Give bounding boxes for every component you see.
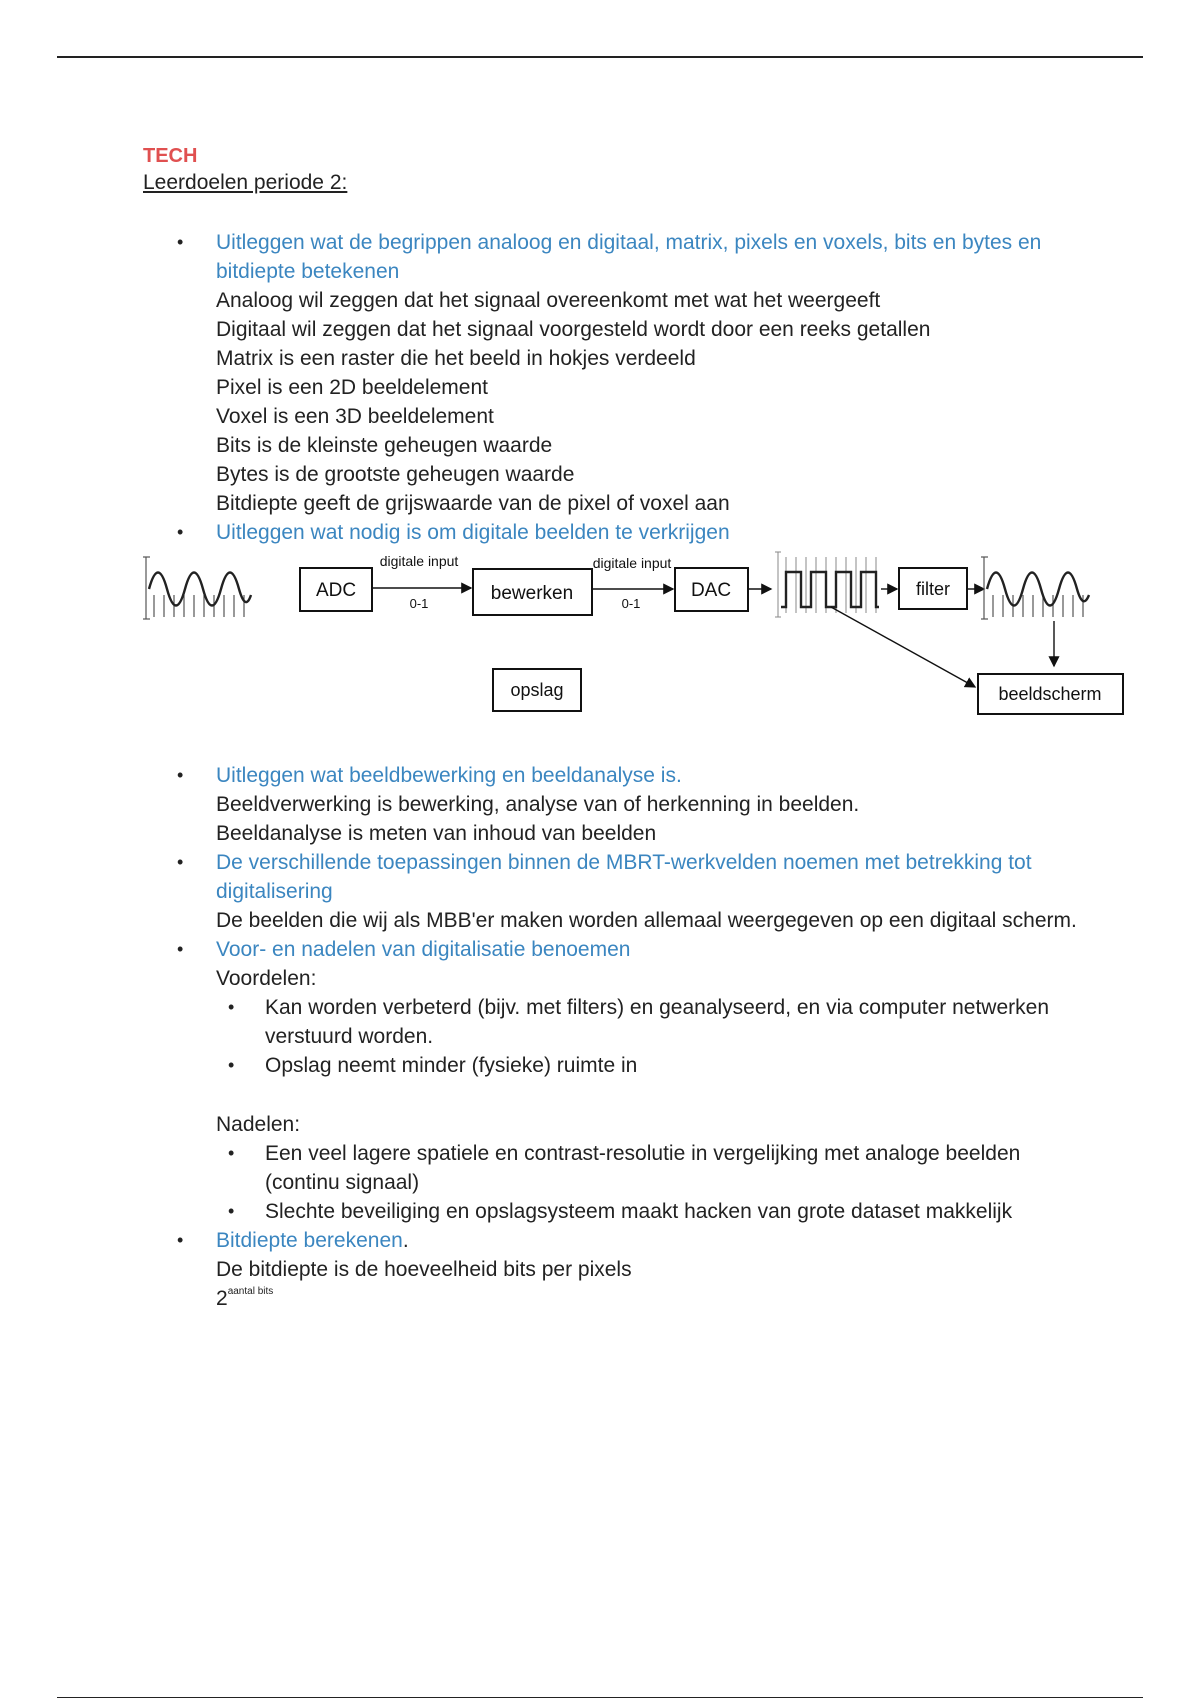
definition-line: Matrix is een raster die het beeld in hokjes verdeeld: [216, 347, 696, 370]
heading-suffix: .: [402, 1229, 409, 1252]
section-beeldbewerking: [143, 761, 1083, 848]
section-heading: De verschillende toepassingen binnen de MBRT-werkvelden noemen met betrekking tot digitalisering: [216, 851, 1032, 903]
voordeel-item: [216, 993, 1083, 1051]
page-subtitle: Leerdoelen periode 2:: [143, 171, 348, 194]
range-label: 0-1: [409, 596, 429, 611]
definition-line: Beeldverwerking is bewerking, analyse van of herkenning in beelden.: [216, 793, 860, 816]
section-digitale-beelden: [143, 518, 1083, 547]
bullet: •: [228, 997, 235, 1017]
bullet: •: [228, 1055, 235, 1075]
definition-line: Digitaal wil zeggen dat het signaal voorgesteld wordt door een reeks getallen: [216, 318, 931, 341]
definition-line: De bitdiepte is de hoeveelheid bits per pixels: [216, 1258, 632, 1281]
filter-label: filter: [915, 579, 951, 599]
section-heading: Uitleggen wat beeldbewerking en beeldanalyse is.: [216, 764, 682, 787]
definition-line: Pixel is een 2D beeldelement: [216, 376, 488, 399]
bullet: •: [177, 1230, 184, 1250]
digital-input-label: digitale input: [592, 555, 672, 571]
voordeel-text: Kan worden verbeterd (bijv. met filters) en geanalyseerd, en via computer netwerken verstuurd worden.: [265, 996, 1050, 1048]
signal-chain-diagram: [141, 547, 1141, 737]
dac-label: DAC: [690, 580, 732, 601]
bullet: •: [177, 939, 184, 959]
section-voor-nadelen: [143, 935, 1083, 1226]
signal-chain-svg: [141, 547, 1141, 737]
definition-line: Bytes is de grootste geheugen waarde: [216, 463, 575, 486]
voordeel-item: [216, 1051, 1083, 1080]
nadelen-label: Nadelen:: [216, 1113, 301, 1136]
nadeel-text: Een veel lagere spatiele en contrast-resolutie in vergelijking met analoge beelden (continu signaal): [265, 1142, 1021, 1194]
section-heading-row: [216, 1226, 1083, 1255]
nadeel-text: Slechte beveiliging en opslagsysteem maakt hacken van grote dataset makkelijk: [265, 1200, 1013, 1223]
section-mbrt-werkvelden: [143, 848, 1083, 935]
definition-line: Bits is de kleinste geheugen waarde: [216, 434, 553, 457]
bullet: •: [177, 765, 184, 785]
definition-line: Beeldanalyse is meten van inhoud van beelden: [216, 822, 657, 845]
digital-input-label: digitale input: [379, 553, 459, 569]
voordeel-text: Opslag neemt minder (fysieke) ruimte in: [265, 1054, 638, 1077]
nadeel-item: [216, 1197, 1083, 1226]
bottom-rule: [57, 1697, 1143, 1698]
beeldscherm-label: beeldscherm: [998, 684, 1102, 704]
adc-label: ADC: [315, 580, 357, 601]
section-heading: Bitdiepte berekenen: [216, 1229, 403, 1252]
analog-input-wave-icon: [143, 557, 251, 619]
definition-line: Analoog wil zeggen dat het signaal overeenkomt met wat het weergeeft: [216, 289, 881, 312]
digital-square-wave-icon: [775, 552, 879, 617]
section-heading: Uitleggen wat de begrippen analoog en digitaal, matrix, pixels en voxels, bits en bytes en bitdiepte betekenen: [216, 231, 1042, 283]
section-bitdiepte: [143, 1226, 1083, 1317]
top-rule: [57, 56, 1143, 58]
bullet: •: [228, 1201, 235, 1221]
definition-line: Voxel is een 3D beeldelement: [216, 405, 494, 428]
bullet: •: [228, 1143, 235, 1163]
bullet: •: [177, 232, 184, 252]
section-heading: Voor- en nadelen van digitalisatie benoemen: [216, 938, 631, 961]
section-begrippen: [143, 228, 1083, 518]
analog-output-wave-icon: [981, 557, 1089, 619]
document-body: [143, 143, 1102, 1317]
formula: [216, 1284, 1083, 1317]
section-heading: Uitleggen wat nodig is om digitale beelden te verkrijgen: [216, 521, 730, 544]
formula-exponent: aantal bits: [227, 1286, 274, 1297]
nadeel-item: [216, 1139, 1083, 1197]
opslag-label: opslag: [510, 680, 564, 700]
definition-line: De beelden die wij als MBB'er maken worden allemaal weergegeven op een digitaal scherm.: [216, 909, 1077, 932]
definition-line: Bitdiepte geeft de grijswaarde van de pixel of voxel aan: [216, 492, 730, 515]
bullet: •: [177, 522, 184, 542]
voordelen-label: Voordelen:: [216, 967, 317, 990]
bewerken-label: bewerken: [490, 583, 574, 604]
bullet: •: [177, 852, 184, 872]
course-label: TECH: [143, 145, 198, 167]
range-label: 0-1: [621, 596, 641, 611]
formula-base: 2: [216, 1287, 228, 1310]
